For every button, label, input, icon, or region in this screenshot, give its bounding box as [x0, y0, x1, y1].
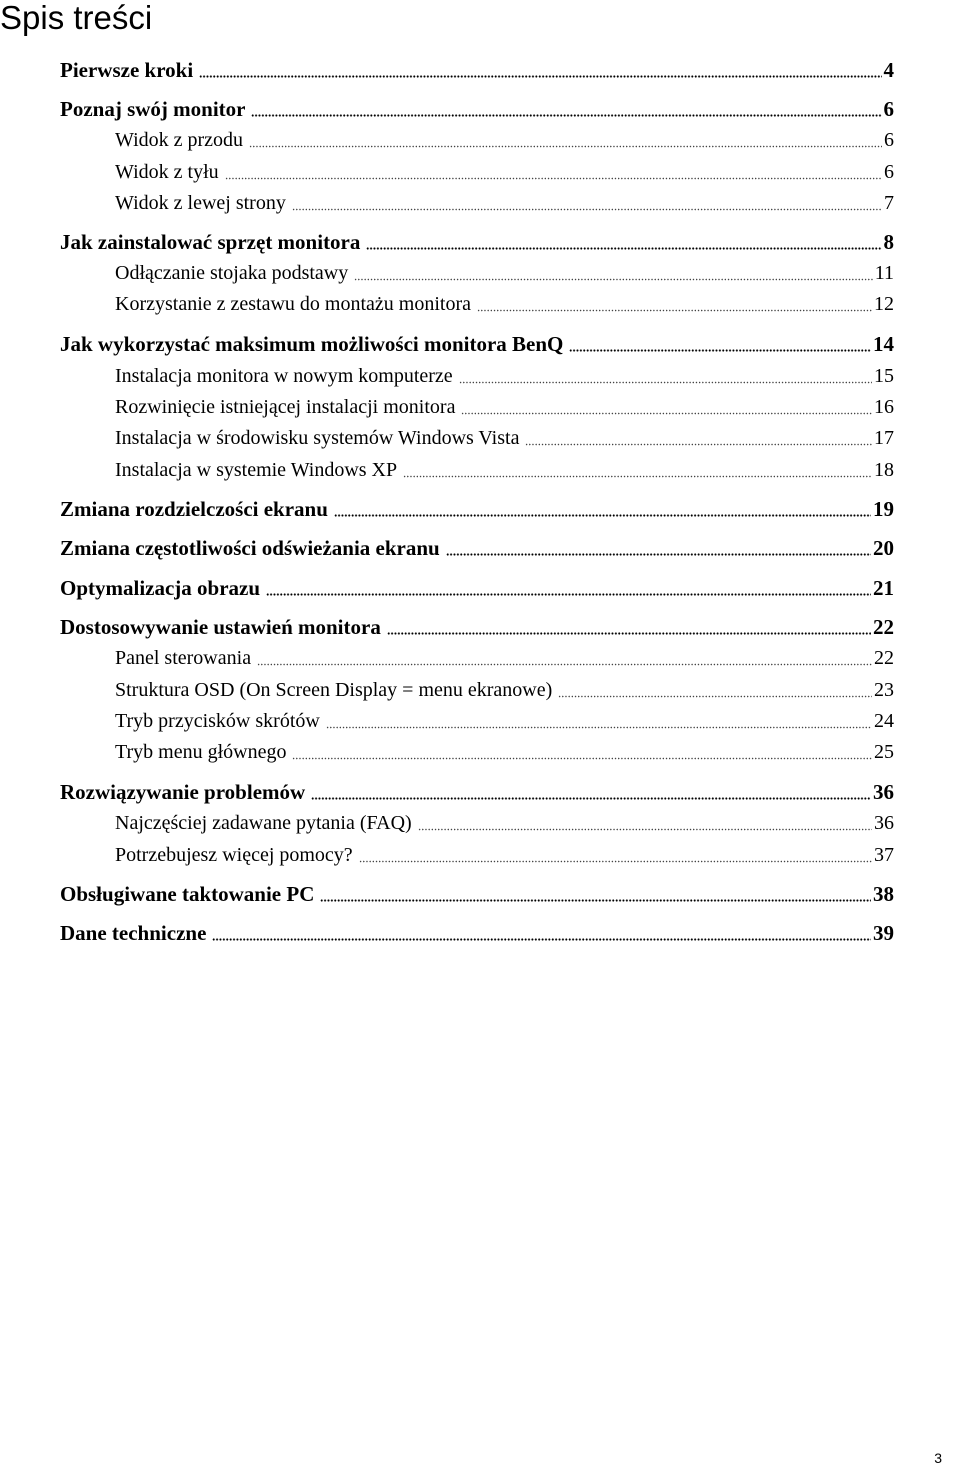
- toc-entry-label: Widok z przodu: [115, 129, 244, 151]
- toc-entry-label: Tryb przycisków skrótów: [115, 710, 320, 732]
- toc-dot-leader: [266, 593, 871, 596]
- toc-section-entry[interactable]: [60, 362, 894, 390]
- toc-dot-leader: [212, 938, 871, 941]
- toc-entry-label: Poznaj swój monitor: [60, 97, 246, 121]
- toc-section-entry[interactable]: [60, 707, 894, 735]
- toc-entry-page-number: 12: [874, 293, 894, 315]
- toc-dot-leader: [354, 278, 872, 281]
- toc-entry-page-number: 37: [874, 844, 894, 866]
- toc-entry-page-number: 4: [883, 58, 894, 82]
- toc-section-entry[interactable]: [60, 189, 894, 217]
- toc-section-entry[interactable]: [60, 424, 894, 452]
- toc-dot-leader: [251, 114, 881, 117]
- toc-chapter-entry[interactable]: [60, 95, 894, 123]
- toc-entry-page-number: 39: [873, 921, 894, 945]
- toc-entry-label: Dane techniczne: [60, 921, 207, 945]
- toc-entry-label: Potrzebujesz więcej pomocy?: [115, 844, 353, 866]
- toc-section-entry[interactable]: [60, 809, 894, 837]
- toc-dot-leader: [461, 412, 872, 415]
- toc-dot-leader: [459, 381, 872, 384]
- toc-dot-leader: [446, 553, 871, 556]
- toc-entry-label: Obsługiwane taktowanie PC: [60, 882, 315, 906]
- toc-entry-label: Panel sterowania: [115, 647, 252, 669]
- toc-dot-leader: [199, 75, 881, 78]
- toc-entry-label: Instalacja w systemie Windows XP: [115, 459, 398, 481]
- toc-section-entry[interactable]: [60, 393, 894, 421]
- page-title: Spis treści: [0, 0, 153, 36]
- toc-dot-leader: [387, 632, 871, 635]
- toc-dot-leader: [292, 208, 882, 211]
- toc-dot-leader: [558, 695, 872, 698]
- toc-entry-page-number: 20: [873, 536, 894, 560]
- toc-entry-label: Optymalizacja obrazu: [60, 576, 261, 600]
- toc-dot-leader: [326, 726, 872, 729]
- toc-chapter-entry[interactable]: [60, 56, 894, 84]
- toc-entry-label: Zmiana częstotliwości odświeżania ekranu: [60, 536, 440, 560]
- toc-dot-leader: [320, 899, 871, 902]
- toc-entry-label: Dostosowywanie ustawień monitora: [60, 615, 381, 639]
- toc-section-entry[interactable]: [60, 644, 894, 672]
- toc-chapter-entry[interactable]: [60, 534, 894, 562]
- toc-entry-label: Korzystanie z zestawu do montażu monitora: [115, 293, 471, 315]
- toc-entry-page-number: 21: [873, 576, 894, 600]
- toc-entry-label: Instalacja w środowisku systemów Windows Vista: [115, 427, 520, 449]
- toc-entry-page-number: 23: [874, 679, 894, 701]
- toc-entry-label: Jak zainstalować sprzęt monitora: [60, 230, 361, 254]
- toc-entry-page-number: 8: [883, 230, 894, 254]
- toc-entry-page-number: 25: [874, 741, 894, 763]
- toc-section-entry[interactable]: [60, 290, 894, 318]
- toc-dot-leader: [477, 309, 872, 312]
- toc-entry-label: Instalacja monitora w nowym komputerze: [115, 365, 453, 387]
- toc-entry-page-number: 22: [874, 647, 894, 669]
- toc-entry-page-number: 14: [873, 332, 894, 356]
- toc-section-entry[interactable]: [60, 676, 894, 704]
- toc-entry-label: Rozwinięcie istniejącej instalacji monitora: [115, 396, 456, 418]
- toc-dot-leader: [569, 349, 871, 352]
- toc-entry-page-number: 36: [874, 812, 894, 834]
- toc-dot-leader: [418, 828, 872, 831]
- toc-section-entry[interactable]: [60, 259, 894, 287]
- toc-chapter-entry[interactable]: [60, 574, 894, 602]
- toc-section-entry[interactable]: [60, 158, 894, 186]
- toc-entry-page-number: 24: [874, 710, 894, 732]
- toc-dot-leader: [292, 757, 872, 760]
- toc-section-entry[interactable]: [60, 456, 894, 484]
- toc-dot-leader: [403, 475, 872, 478]
- toc-entry-label: Jak wykorzystać maksimum możliwości monitora BenQ: [60, 332, 564, 356]
- toc-entry-page-number: 18: [874, 459, 894, 481]
- toc-dot-leader: [366, 247, 881, 250]
- toc-entry-label: Tryb menu głównego: [115, 741, 287, 763]
- toc-chapter-entry[interactable]: [60, 495, 894, 523]
- toc-entry-label: Zmiana rozdzielczości ekranu: [60, 497, 328, 521]
- toc-entry-page-number: 17: [874, 427, 894, 449]
- toc-dot-leader: [334, 514, 871, 517]
- toc-dot-leader: [225, 177, 882, 180]
- toc-chapter-entry[interactable]: [60, 919, 894, 947]
- toc-entry-page-number: 6: [884, 129, 894, 151]
- toc-entry-label: Odłączanie stojaka podstawy: [115, 262, 349, 284]
- toc-section-entry[interactable]: [60, 126, 894, 154]
- toc-entry-page-number: 22: [873, 615, 894, 639]
- toc-entry-page-number: 11: [874, 262, 894, 284]
- toc-entry-page-number: 6: [883, 97, 894, 121]
- toc-dot-leader: [359, 860, 872, 863]
- toc-entry-page-number: 7: [884, 192, 894, 214]
- toc-entry-page-number: 6: [884, 161, 894, 183]
- toc-dot-leader: [249, 145, 882, 148]
- toc-entry-label: Struktura OSD (On Screen Display = menu ekranowe): [115, 679, 553, 701]
- toc-entry-page-number: 38: [873, 882, 894, 906]
- toc-entry-label: Widok z lewej strony: [115, 192, 286, 214]
- toc-entry-label: Pierwsze kroki: [60, 58, 194, 82]
- toc-section-entry[interactable]: [60, 738, 894, 766]
- toc-chapter-entry[interactable]: [60, 778, 894, 806]
- toc-entry-label: Najczęściej zadawane pytania (FAQ): [115, 812, 412, 834]
- page-number: 3: [934, 1450, 942, 1466]
- toc-chapter-entry[interactable]: [60, 330, 894, 358]
- toc-entry-label: Widok z tyłu: [115, 161, 219, 183]
- toc-entry-page-number: 15: [874, 365, 894, 387]
- toc-dot-leader: [311, 797, 871, 800]
- toc-entry-label: Rozwiązywanie problemów: [60, 780, 306, 804]
- toc-chapter-entry[interactable]: [60, 613, 894, 641]
- toc-entry-page-number: 16: [874, 396, 894, 418]
- toc-chapter-entry[interactable]: [60, 880, 894, 908]
- toc-dot-leader: [257, 663, 872, 666]
- toc-entry-page-number: 36: [873, 780, 894, 804]
- toc-entry-page-number: 19: [873, 497, 894, 521]
- toc-dot-leader: [525, 443, 872, 446]
- toc-chapter-entry[interactable]: [60, 228, 894, 256]
- toc-section-entry[interactable]: [60, 841, 894, 869]
